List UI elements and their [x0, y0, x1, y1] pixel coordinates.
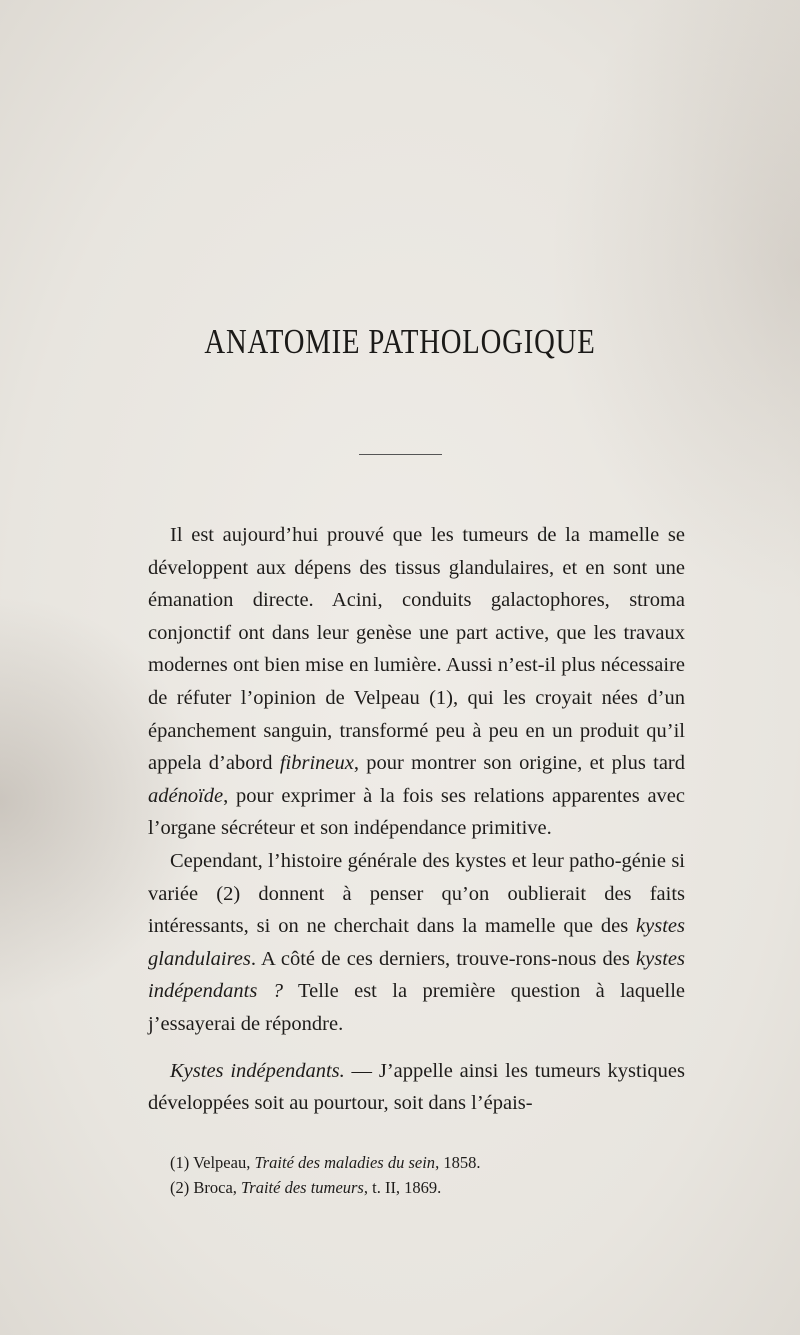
footnote-1-text-b: , 1858. [435, 1153, 481, 1172]
paragraph-1-text-a: Il est aujourd’hui prouvé que les tumeurs de la mamelle se développent aux dépens des tissus glandulaires, et en sont une émanation directe. Acini, conduits galactophores, stroma conjonctif ont dans leur genèse une part active, que les travaux modernes ont bien mise en lumière. Aussi n’est-il plus nécessaire de réfuter l’opinion de Velpeau (1), qui les croyait nées d’un épanchement sanguin, transformé peu à peu en un produit qu’il appela d’abord [148, 524, 685, 775]
paragraph-3 [148, 1055, 685, 1120]
footnote-1-italic: Traité des maladies du sein [254, 1153, 436, 1172]
page-title: ANATOMIE PATHOLOGIQUE [204, 322, 596, 361]
footnote-1 [170, 1150, 690, 1175]
paragraph-1-italic-b: adénoïde [148, 784, 224, 807]
footnote-2-text-a: (2) Broca, [170, 1178, 242, 1197]
footnote-2-text-b: , t. II, 1869. [363, 1178, 442, 1197]
paragraph-2-italic-a: kystes glandulaires [148, 915, 685, 970]
paragraph-1 [148, 519, 685, 845]
title-divider [359, 454, 442, 455]
paragraph-2 [148, 845, 685, 1041]
paragraph-1-italic-a: fibrineux [279, 752, 354, 775]
footnote-2-italic: Traité des tumeurs [241, 1178, 364, 1197]
paragraph-2-italic-b: kystes indépendants ? [148, 947, 685, 1003]
paragraph-3-italic-a: Kystes indépendants. [170, 1059, 345, 1082]
footnote-1-text-a: (1) Velpeau, [170, 1153, 255, 1172]
footnotes [170, 1150, 690, 1200]
paragraph-1-text-c: , pour exprimer à la fois ses relations apparentes avec l’organe sécréteur et son indépendance primitive. [148, 784, 685, 840]
paragraph-2-text-a: Cependant, l’histoire générale des kystes et leur patho-génie si variée (2) donnent à penser qu’on oublierait des faits intéressants, si on ne cherchait dans la mamelle que des [148, 849, 685, 938]
paragraph-2-text-c: Telle est la première question à laquelle j’essayerai de répondre. [148, 980, 685, 1035]
footnote-2 [170, 1175, 690, 1200]
body-text [148, 519, 685, 1120]
paragraph-2-text-b: . A côté de ces derniers, trouve-rons-nous des [250, 947, 637, 970]
paragraph-1-text-b: , pour montrer son origine, et plus tard [353, 752, 685, 775]
paragraph-3-text-a: — J’appelle ainsi les tumeurs kystiques développées soit au pourtour, soit dans l’épais- [148, 1059, 685, 1115]
